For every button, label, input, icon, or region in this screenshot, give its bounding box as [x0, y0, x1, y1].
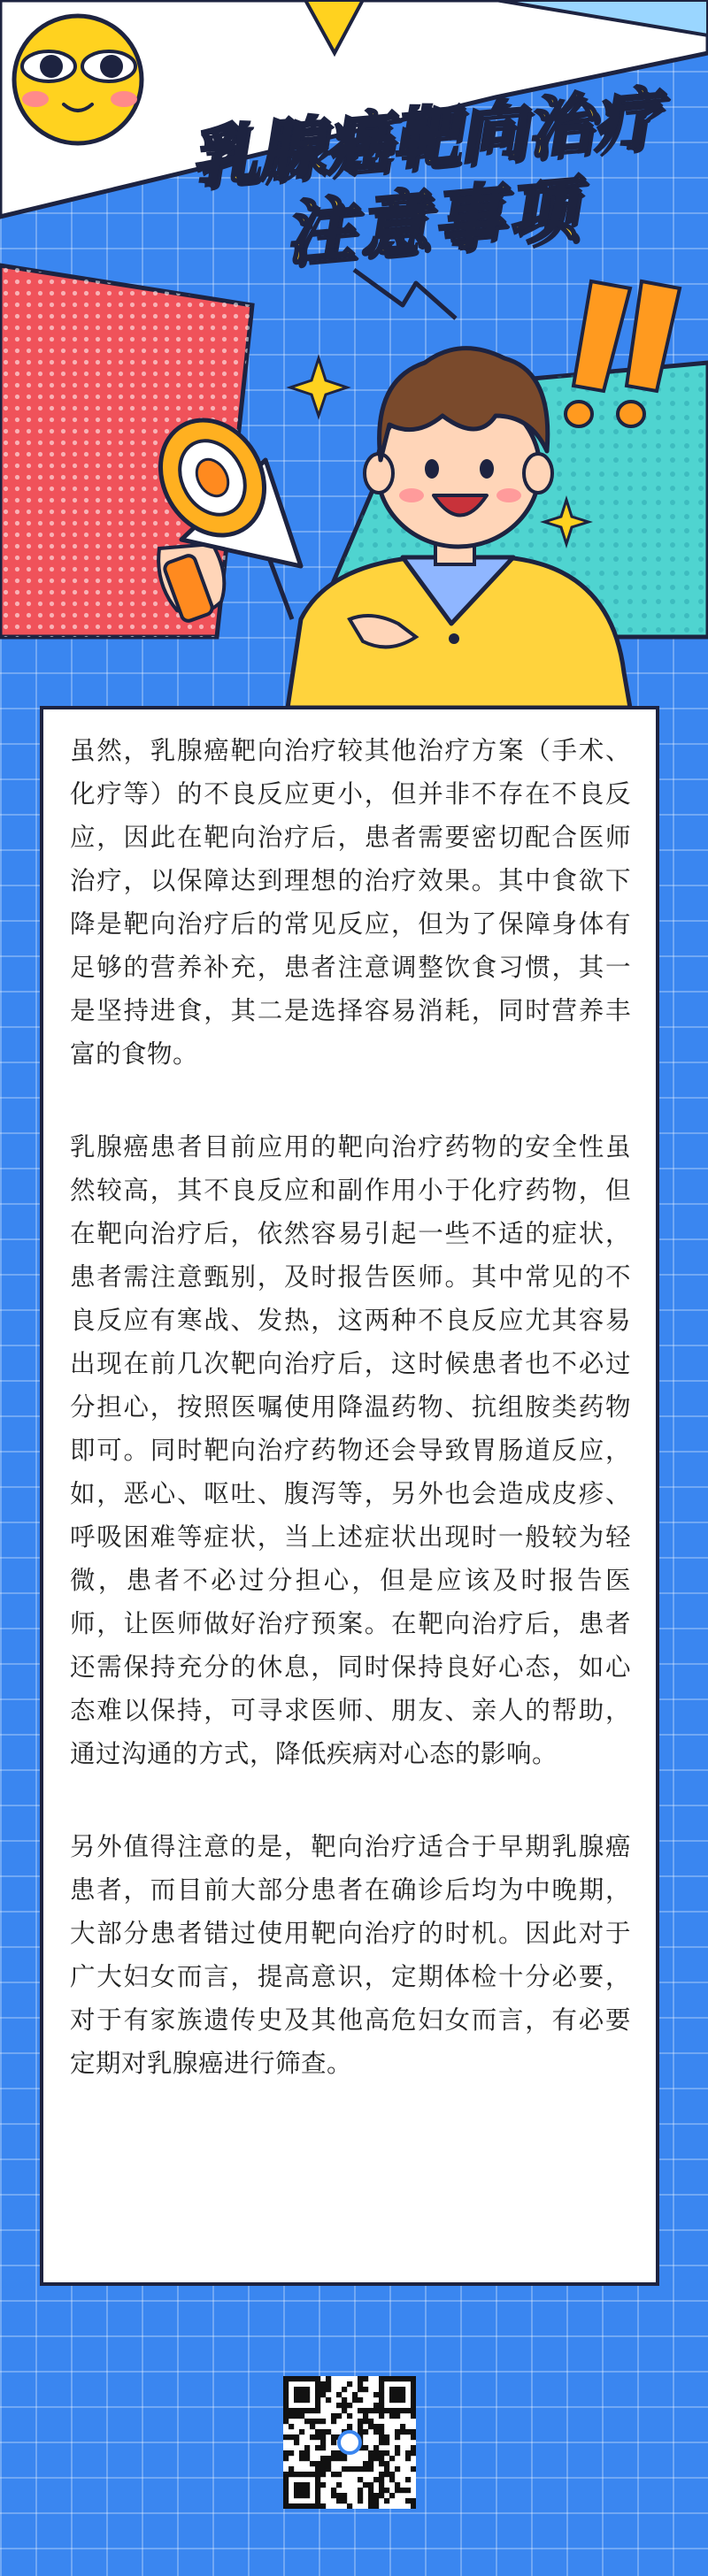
- sparkle-icon: [290, 358, 347, 416]
- smiley-face-icon: [14, 16, 142, 143]
- article-paragraph: 虽然，乳腺癌靶向治疗较其他治疗方案（手术、化疗等）的不良反应更小，但并非不存在不良反应，因此在靶向治疗后，患者需要密切配合医师治疗，以保障达到理想的治疗效果。其中食欲下降是靶向治疗后的常见反应，但为了保障身体有足够的营养补充，患者注意调整饮食习惯，其一是坚持进食，其二是选择容易消耗，同时营养丰富的食物。: [70, 736, 631, 1069]
- article-card: [40, 706, 659, 2286]
- article-paragraph: 乳腺癌患者目前应用的靶向治疗药物的安全性虽然较高，其不良反应和副作用小于化疗药物，但在靶向治疗后，依然容易引起一些不适的症状，患者需注意甄别，及时报告医师。其中常见的不良反应有寒战、发热，这两种不良反应尤其容易出现在前几次靶向治疗后，这时候患者也不必过分担心，按照医嘱使用降温药物、抗组胺类药物即可。同时靶向治疗药物还会导致胃肠道反应，如，恶心、呕吐、腹泻等，另外也会造成皮疹、呼吸困难等症状，当上述症状出现时一般较为轻微，患者不必过分担心，但是应该及时报告医师，让医师做好治疗预案。在靶向治疗后，患者还需保持充分的休息，同时保持良好心态，如心态难以保持，可寻求医师、朋友、亲人的帮助，通过沟通的方式，降低疾病对心态的影响。: [70, 1132, 631, 1768]
- title-line-2: 注意事项: [281, 168, 585, 274]
- title-line-1: 乳腺癌靶向治疗: [187, 80, 664, 197]
- qr-code-icon[interactable]: [283, 2376, 416, 2509]
- article-paragraph: 另外值得注意的是，靶向治疗适合于早期乳腺癌患者，而目前大部分患者在确诊后均为中晚期，大部分患者错过使用靶向治疗的时机。因此对于广大妇女而言，提高意识，定期体检十分必要，对于有家族遗传史及其他高危妇女而言，有必要定期对乳腺癌进行筛查。: [70, 1832, 631, 2078]
